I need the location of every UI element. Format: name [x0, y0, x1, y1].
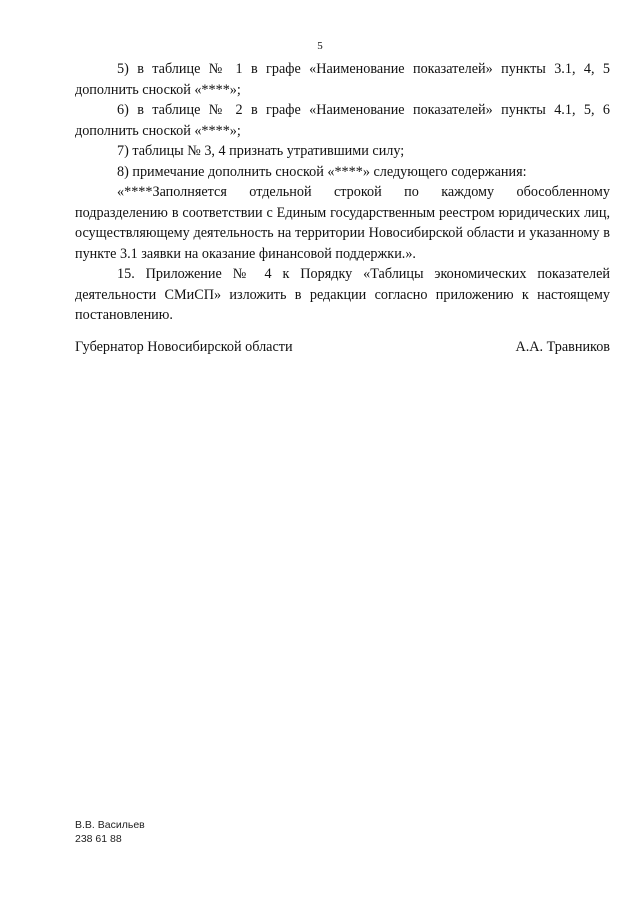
executor-footer — [75, 818, 145, 846]
signatory-position: Губернатор Новосибирской области — [75, 339, 293, 355]
paragraph-item-6: 6) в таблице № 2 в графе «Наименование показателей» пункты 4.1, 5, 6 дополнить сноской «****»; — [75, 102, 610, 139]
executor-name: В.В. Васильев — [75, 819, 145, 831]
page-number: 5 — [317, 40, 323, 52]
footnote-text-paragraph: «****Заполняется отдельной строкой по каждому обособленному подразделению в соответствии с Единым государственным реестром юридических лиц, осуществляющему деятельность на территории Новосибирской области и указанному в пункте 3.1 заявки на оказание финансовой поддержки.». — [75, 184, 610, 262]
document-body — [75, 59, 610, 326]
executor-phone: 238 61 88 — [75, 833, 122, 845]
paragraph-item-8: 8) примечание дополнить сноской «****» следующего содержания: — [117, 163, 527, 180]
signatory-name: А.А. Травников — [515, 339, 610, 355]
paragraph-item-7: 7) таблицы № 3, 4 признать утратившими силу; — [117, 143, 405, 159]
paragraph-item-5: 5) в таблице № 1 в графе «Наименование показателей» пункты 3.1, 4, 5 дополнить сноской «****»; — [75, 61, 610, 98]
paragraph-point-15: 15. Приложение № 4 к Порядку «Таблицы экономических показателей деятельности СМиСП» изложить в редакции согласно приложению к настоящему постановлению. — [75, 266, 610, 323]
